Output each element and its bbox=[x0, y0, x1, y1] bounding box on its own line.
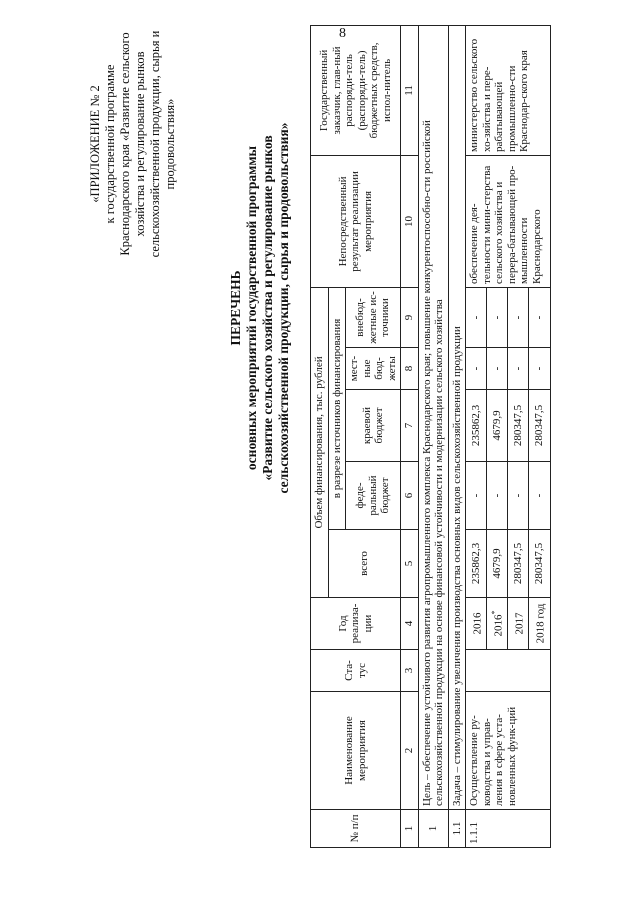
local-cell: - bbox=[487, 348, 508, 390]
col-number: 6 bbox=[401, 462, 419, 530]
page-number: 8 bbox=[339, 26, 346, 41]
federal-cell: - bbox=[508, 462, 529, 530]
total-cell: 280347,5 bbox=[529, 530, 550, 598]
header-year: Год реализа-ции bbox=[311, 598, 401, 650]
header-regional: краевой бюджет bbox=[346, 390, 401, 462]
header-by-source: в разрезе источников финансирования bbox=[328, 287, 346, 529]
extra-cell: - bbox=[466, 287, 487, 347]
col-number: 7 bbox=[401, 390, 419, 462]
item-result: обеспечение дея-тельности мини-стерства сельского хозяйства и перера-батывающей про-мышленности Краснодарского bbox=[466, 155, 551, 287]
federal-cell: - bbox=[466, 462, 487, 530]
rotated-page-content bbox=[10, 28, 548, 878]
item-customer: министерство сельского хо-зяйства и пере-рабатывающей промышленно-сти Краснодар-ского края bbox=[466, 25, 551, 155]
measures-table bbox=[310, 25, 551, 848]
appendix-subtitle: к государственной программе Краснодарского края «Развитие сельского хозяйства и регулирование рынков сельскохозяйственной продукции, сырья и продовольствия» bbox=[103, 30, 177, 258]
task-num: 1.1 bbox=[448, 810, 466, 848]
local-cell: - bbox=[508, 348, 529, 390]
col-number: 9 bbox=[401, 287, 419, 347]
col-number: 11 bbox=[401, 25, 419, 155]
year-cell: 2017 bbox=[508, 598, 529, 650]
document-heading bbox=[228, 78, 292, 538]
local-cell: - bbox=[529, 348, 550, 390]
col-number: 8 bbox=[401, 348, 419, 390]
federal-cell: - bbox=[487, 462, 508, 530]
total-cell: 280347,5 bbox=[508, 530, 529, 598]
header-result: Непосредственный результат реализации мероприятия bbox=[311, 155, 401, 287]
federal-cell: - bbox=[529, 462, 550, 530]
regional-cell: 280347,5 bbox=[508, 390, 529, 462]
total-cell: 4679,9 bbox=[487, 530, 508, 598]
header-num: № п/п bbox=[311, 810, 401, 848]
col-number: 5 bbox=[401, 530, 419, 598]
regional-cell: 280347,5 bbox=[529, 390, 550, 462]
goal-row bbox=[418, 25, 448, 847]
item-status bbox=[466, 650, 551, 692]
extra-cell: - bbox=[487, 287, 508, 347]
year-cell: 2016 bbox=[466, 598, 487, 650]
year-cell: 2018 год bbox=[529, 598, 550, 650]
local-cell: - bbox=[466, 348, 487, 390]
total-cell: 235862,3 bbox=[466, 530, 487, 598]
regional-cell: 235862,3 bbox=[466, 390, 487, 462]
header-federal: феде-ральный бюджет bbox=[346, 462, 401, 530]
header-extrabudget: внебюд-жетные ис-точники bbox=[346, 287, 401, 347]
heading-line-1: основных мероприятий государственной программы bbox=[244, 145, 259, 471]
header-status: Ста-тус bbox=[311, 650, 401, 692]
appendix-block bbox=[88, 30, 178, 258]
heading-line-2: «Развитие сельского хозяйства и регулирование рынков сельскохозяйственной продукции, сырья и продовольствия» bbox=[260, 122, 291, 494]
item-num: 1.1.1 bbox=[466, 810, 551, 848]
col-number: 10 bbox=[401, 155, 419, 287]
appendix-title: «ПРИЛОЖЕНИЕ № 2 bbox=[88, 85, 102, 203]
header-total: всего bbox=[328, 530, 401, 598]
regional-cell: 4679,9 bbox=[487, 390, 508, 462]
goal-text: Цель – обеспечение устойчивого развития агропромышленного комплекса Краснодарского края; повышение конкурентоспособно-сти российской сельскохозяйственной продукции на основе финансовой устойчивости и модернизации сельского хозяйства bbox=[418, 25, 448, 809]
column-numbers-row bbox=[401, 25, 419, 847]
header-name: Наименование мероприятия bbox=[311, 692, 401, 810]
extra-cell: - bbox=[529, 287, 550, 347]
goal-num: 1 bbox=[418, 810, 448, 848]
table-row bbox=[466, 25, 487, 847]
col-number: 4 bbox=[401, 598, 419, 650]
item-name: Осуществление ру-ководства и управ-ления в сфере уста-новленных функ-ций bbox=[466, 692, 551, 810]
task-text: Задача – стимулирование увеличения производства основных видов сельскохозяйственной продукции bbox=[448, 25, 466, 809]
col-number: 3 bbox=[401, 650, 419, 692]
heading-title: ПЕРЕЧЕНЬ bbox=[228, 270, 243, 346]
task-row bbox=[448, 25, 466, 847]
header-customer: Государственный заказчик, глав-ный распоряди-тель (распоряди-тель) бюджетных средств, испол-нитель bbox=[311, 25, 401, 155]
col-number: 2 bbox=[401, 692, 419, 810]
header-local: мест-ные бюд-жеты bbox=[346, 348, 401, 390]
col-number: 1 bbox=[401, 810, 419, 848]
year-cell: 2016* bbox=[487, 598, 508, 650]
extra-cell: - bbox=[508, 287, 529, 347]
header-funding: Объем финансирования, тыс. рублей bbox=[311, 287, 329, 597]
